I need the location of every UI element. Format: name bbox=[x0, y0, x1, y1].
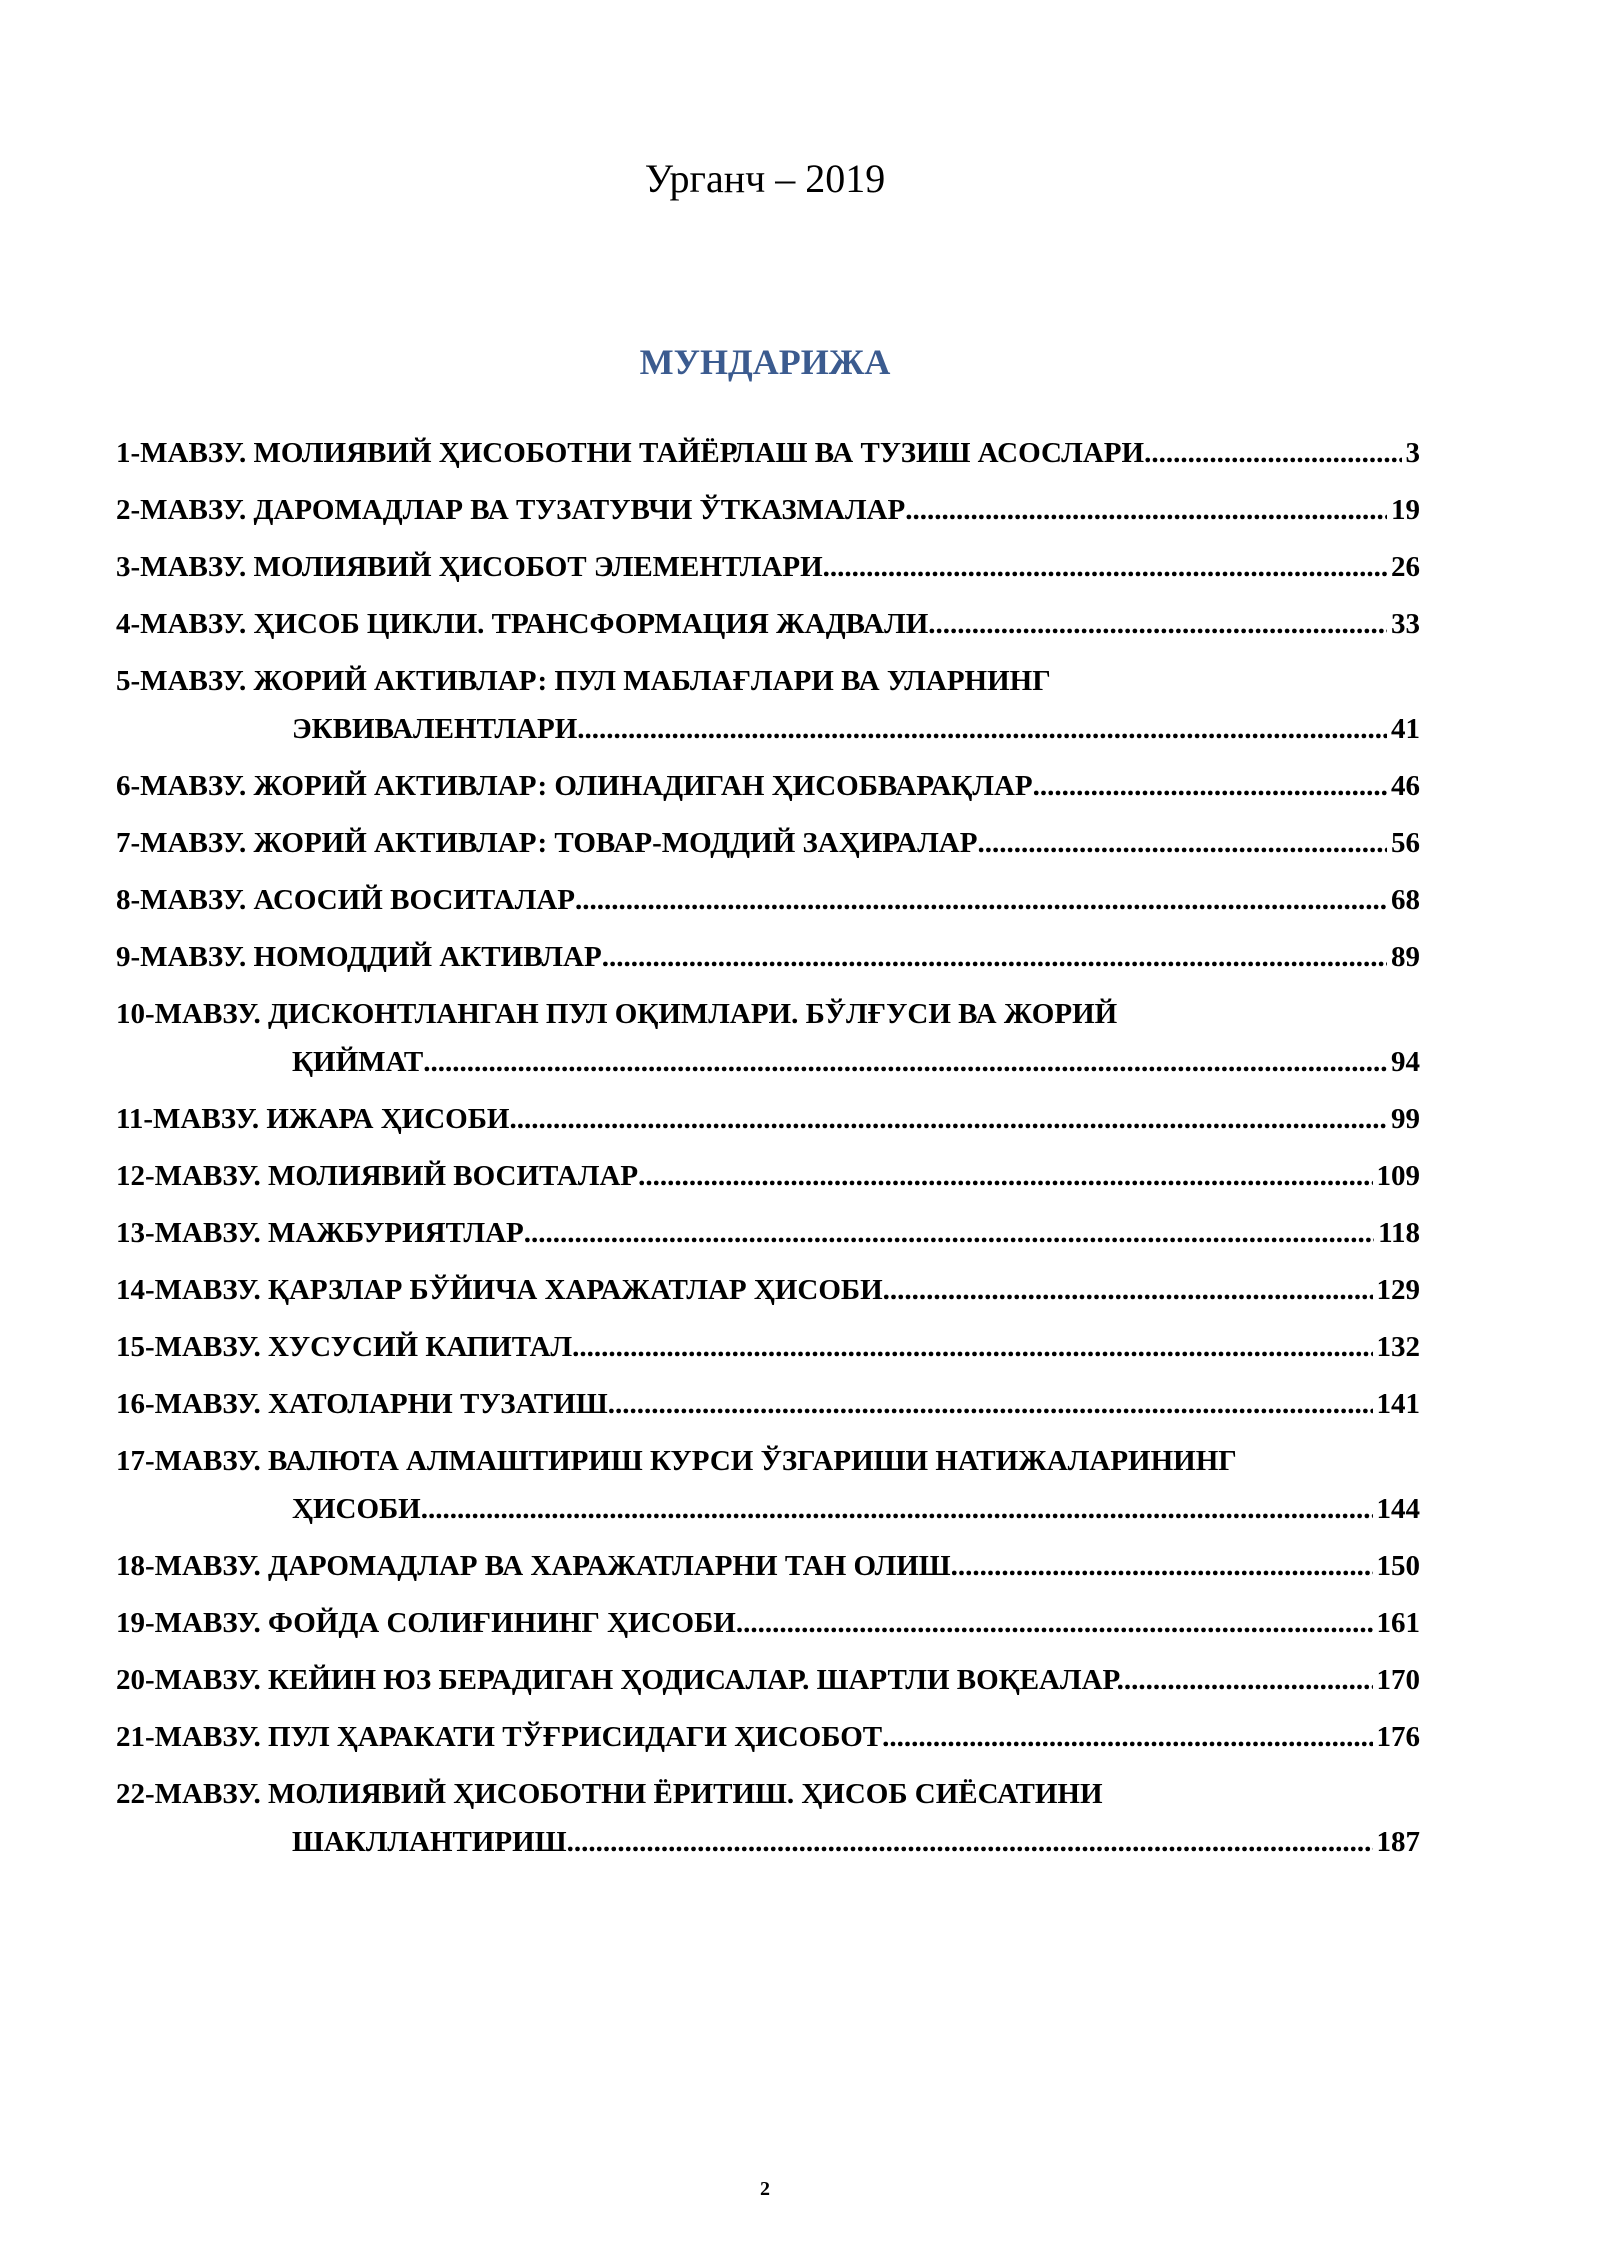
toc-entry-title: 11-МАВЗУ. ИЖАРА ҲИСОБИ bbox=[116, 1103, 510, 1135]
toc-entry[interactable] bbox=[116, 425, 1420, 482]
dot-leader bbox=[638, 1148, 1372, 1205]
dot-leader bbox=[928, 596, 1387, 653]
dot-leader bbox=[509, 1091, 1387, 1148]
dot-leader bbox=[524, 1205, 1374, 1262]
toc-entry[interactable] bbox=[116, 872, 1420, 929]
page-number: 2 bbox=[760, 2178, 770, 2200]
toc-entry-title: 4-МАВЗУ. ҲИСОБ ЦИКЛИ. ТРАНСФОРМАЦИЯ ЖАДВАЛИ bbox=[116, 608, 929, 640]
toc-entry-title: 13-МАВЗУ. МАЖБУРИЯТЛАР bbox=[116, 1217, 524, 1249]
dot-leader bbox=[883, 1262, 1373, 1319]
toc-page-number: 33 bbox=[1391, 608, 1420, 640]
toc-page-number: 170 bbox=[1376, 1664, 1420, 1696]
table-of-contents bbox=[116, 425, 1420, 1871]
dot-leader bbox=[951, 1538, 1373, 1595]
toc-page-number: 56 bbox=[1391, 827, 1420, 859]
dot-leader bbox=[977, 815, 1387, 872]
toc-entry-title: 9-МАВЗУ. НОМОДДИЙ АКТИВЛАР bbox=[116, 941, 602, 973]
toc-page-number: 89 bbox=[1391, 941, 1420, 973]
toc-entry-title: 2-МАВЗУ. ДАРОМАДЛАР ВА ТУЗАТУВЧИ ЎТКАЗМАЛАР bbox=[116, 494, 906, 526]
toc-entry-title: 18-МАВЗУ. ДАРОМАДЛАР ВА ХАРАЖАТЛАРНИ ТАН ОЛИШ bbox=[116, 1550, 951, 1582]
toc-page-number: 94 bbox=[1391, 1046, 1420, 1078]
toc-page-number: 150 bbox=[1376, 1550, 1420, 1582]
toc-entry[interactable] bbox=[116, 1148, 1420, 1205]
toc-page-number: 68 bbox=[1391, 884, 1420, 916]
toc-entry-title: 20-МАВЗУ. КЕЙИН ЮЗ БЕРАДИГАН ҲОДИСАЛАР. ШАРТЛИ ВОҚЕАЛАР. bbox=[116, 1664, 1124, 1696]
toc-entry[interactable] bbox=[116, 1205, 1420, 1262]
toc-page-number: 41 bbox=[1391, 713, 1420, 745]
dot-leader bbox=[577, 705, 1387, 753]
toc-page-number: 109 bbox=[1376, 1160, 1420, 1192]
dot-leader bbox=[1033, 758, 1387, 815]
toc-entry[interactable] bbox=[116, 1595, 1420, 1652]
dot-leader bbox=[736, 1595, 1373, 1652]
toc-entry[interactable] bbox=[116, 1709, 1420, 1766]
toc-entry[interactable] bbox=[116, 1376, 1420, 1433]
dot-leader bbox=[823, 539, 1387, 596]
toc-entry-title: 7-МАВЗУ. ЖОРИЙ АКТИВЛАР: ТОВАР-МОДДИЙ ЗАҲИРАЛАР bbox=[116, 827, 978, 859]
dot-leader bbox=[1144, 425, 1401, 482]
toc-entry[interactable] bbox=[116, 1766, 1420, 1871]
toc-entry[interactable] bbox=[116, 815, 1420, 872]
dot-leader bbox=[575, 872, 1387, 929]
toc-entry-title: 1-МАВЗУ. МОЛИЯВИЙ ҲИСОБОТНИ ТАЙЁРЛАШ ВА ТУЗИШ АСОСЛАРИ bbox=[116, 437, 1145, 469]
toc-page-number: 118 bbox=[1378, 1217, 1420, 1249]
toc-entry[interactable] bbox=[116, 986, 1420, 1091]
toc-entry-title: 21-МАВЗУ. ПУЛ ҲАРАКАТИ ТЎҒРИСИДАГИ ҲИСОБОТ bbox=[116, 1721, 883, 1753]
toc-entry-title-continued: ШАКЛЛАНТИРИШ bbox=[292, 1826, 567, 1858]
toc-entry-title: 6-МАВЗУ. ЖОРИЙ АКТИВЛАР: ОЛИНАДИГАН ҲИСОБВАРАҚЛАР bbox=[116, 770, 1033, 802]
toc-page-number: 187 bbox=[1376, 1826, 1420, 1858]
toc-entry[interactable] bbox=[116, 1319, 1420, 1376]
dot-leader bbox=[567, 1818, 1373, 1866]
toc-entry-title-continued: ҲИСОБИ bbox=[292, 1493, 421, 1525]
toc-page-number: 46 bbox=[1391, 770, 1420, 802]
toc-entry-title: 19-МАВЗУ. ФОЙДА СОЛИҒИНИНГ ҲИСОБИ bbox=[116, 1607, 736, 1639]
city-year: Урганч – 2019 bbox=[644, 156, 886, 201]
toc-entry[interactable] bbox=[116, 482, 1420, 539]
toc-entry[interactable] bbox=[116, 1091, 1420, 1148]
dot-leader bbox=[572, 1319, 1372, 1376]
toc-page-number: 161 bbox=[1376, 1607, 1420, 1639]
toc-page-number: 3 bbox=[1405, 437, 1420, 469]
toc-page-number: 141 bbox=[1376, 1388, 1420, 1420]
toc-entry-title: 16-МАВЗУ. ХАТОЛАРНИ ТУЗАТИШ bbox=[116, 1388, 608, 1420]
dot-leader bbox=[905, 482, 1387, 539]
toc-entry[interactable] bbox=[116, 1652, 1420, 1709]
toc-entry-title: 22-МАВЗУ. МОЛИЯВИЙ ҲИСОБОТНИ ЁРИТИШ. ҲИСОБ СИЁСАТИНИ bbox=[116, 1778, 1103, 1810]
toc-entry[interactable] bbox=[116, 596, 1420, 653]
toc-entry-title: 15-МАВЗУ. ХУСУСИЙ КАПИТАЛ bbox=[116, 1331, 573, 1363]
toc-entry[interactable] bbox=[116, 539, 1420, 596]
toc-entry[interactable] bbox=[116, 1262, 1420, 1319]
toc-page-number: 176 bbox=[1376, 1721, 1420, 1753]
dot-leader bbox=[602, 929, 1387, 986]
toc-entry-title: 10-МАВЗУ. ДИСКОНТЛАНГАН ПУЛ ОҚИМЛАРИ. БЎЛҒУСИ ВА ЖОРИЙ bbox=[116, 998, 1118, 1030]
toc-entry-title: 3-МАВЗУ. МОЛИЯВИЙ ҲИСОБОТ ЭЛЕМЕНТЛАРИ bbox=[116, 551, 823, 583]
dot-leader bbox=[1124, 1652, 1373, 1709]
dot-leader bbox=[882, 1709, 1372, 1766]
toc-page-number: 19 bbox=[1391, 494, 1420, 526]
toc-entry-title-continued: ЭКВИВАЛЕНТЛАРИ bbox=[292, 713, 578, 745]
toc-heading: МУНДАРИЖА bbox=[639, 342, 891, 382]
toc-entry-title: 17-МАВЗУ. ВАЛЮТА АЛМАШТИРИШ КУРСИ ЎЗГАРИШИ НАТИЖАЛАРИНИНГ bbox=[116, 1445, 1237, 1477]
toc-page-number: 99 bbox=[1391, 1103, 1420, 1135]
toc-entry-title: 12-МАВЗУ. МОЛИЯВИЙ ВОСИТАЛАР bbox=[116, 1160, 639, 1192]
toc-entry-title: 14-МАВЗУ. ҚАРЗЛАР БЎЙИЧА ХАРАЖАТЛАР ҲИСОБИ bbox=[116, 1274, 883, 1306]
toc-page-number: 26 bbox=[1391, 551, 1420, 583]
toc-entry-title-continued: ҚИЙМАТ bbox=[292, 1046, 424, 1078]
toc-entry[interactable] bbox=[116, 653, 1420, 758]
dot-leader bbox=[608, 1376, 1373, 1433]
toc-page-number: 132 bbox=[1376, 1331, 1420, 1363]
toc-entry[interactable] bbox=[116, 1433, 1420, 1538]
toc-page-number: 129 bbox=[1376, 1274, 1420, 1306]
toc-entry[interactable] bbox=[116, 929, 1420, 986]
dot-leader bbox=[421, 1485, 1373, 1533]
toc-entry[interactable] bbox=[116, 1538, 1420, 1595]
dot-leader bbox=[423, 1038, 1387, 1086]
toc-entry-title: 5-МАВЗУ. ЖОРИЙ АКТИВЛАР: ПУЛ МАБЛАҒЛАРИ ВА УЛАРНИНГ bbox=[116, 665, 1051, 697]
toc-page-number: 144 bbox=[1376, 1493, 1420, 1525]
toc-entry[interactable] bbox=[116, 758, 1420, 815]
toc-entry-title: 8-МАВЗУ. АСОСИЙ ВОСИТАЛАР bbox=[116, 884, 575, 916]
